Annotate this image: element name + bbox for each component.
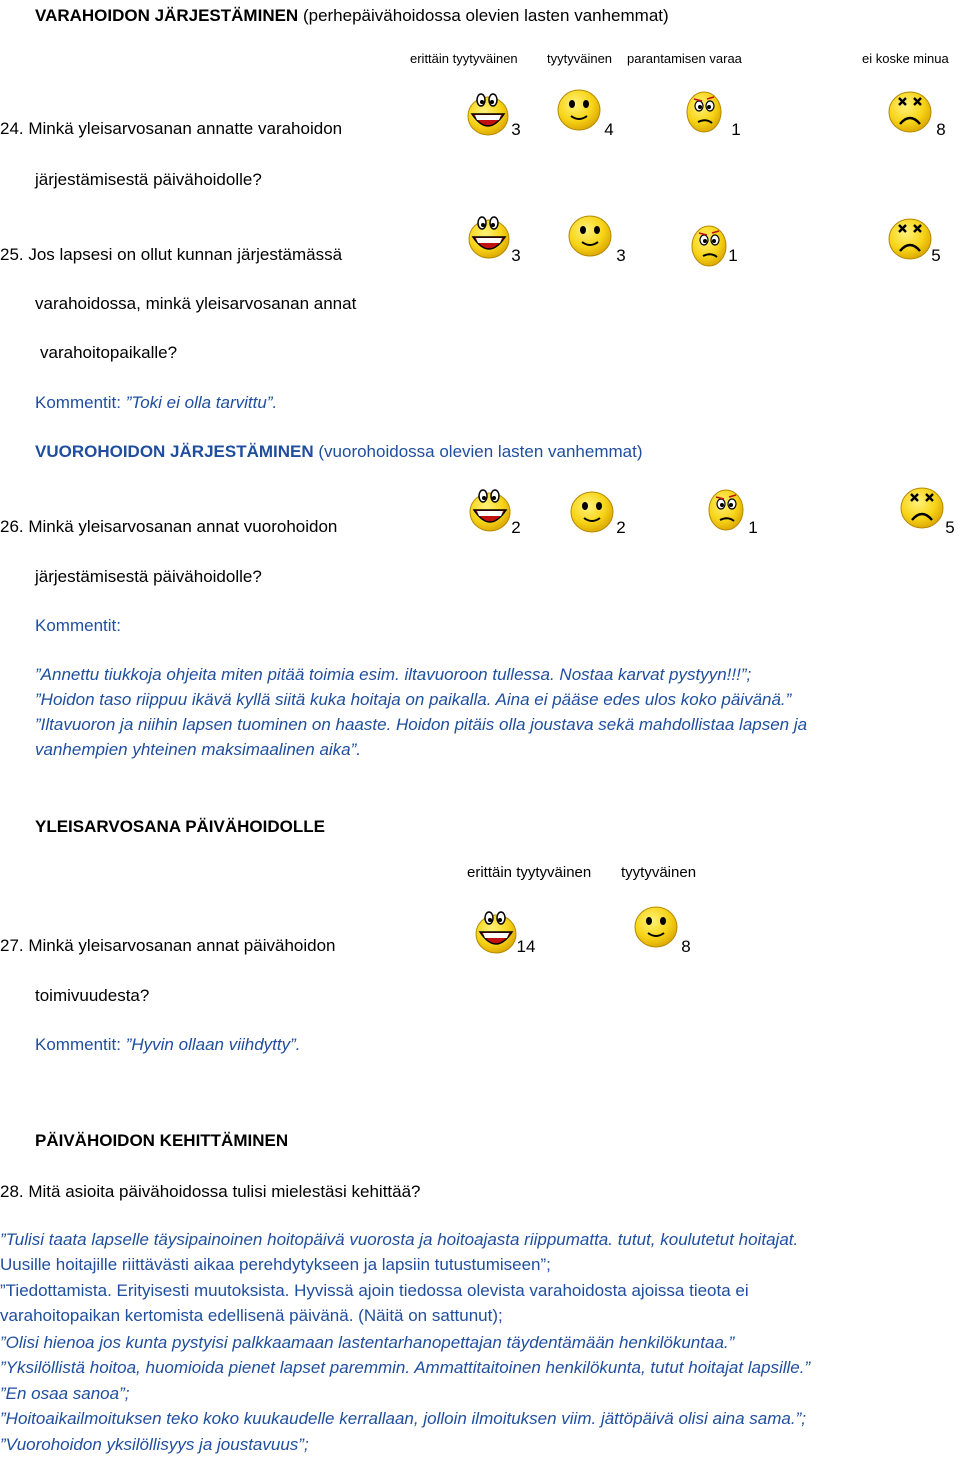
q25-count-very-satisfied: 3	[511, 246, 521, 265]
q25-comment	[35, 393, 277, 413]
q25-question-line2: varahoidossa, minkä yleisarvosanan annat	[35, 294, 357, 313]
q26-count-very-satisfied: 2	[511, 518, 521, 537]
comment-label: Kommentit:	[35, 393, 121, 412]
q27-count-satisfied: 8	[681, 937, 691, 956]
section-title-kehittaminen: PÄIVÄHOIDON KEHITTÄMINEN	[35, 1131, 289, 1150]
q26-comment-1: ”Annettu tiukkoja ohjeita miten pitää toimia esim. iltavuoroon tullessa. Nostaa karvat pystyyn!!!”;	[35, 665, 752, 684]
section-title-bold: VARAHOIDON JÄRJESTÄMINEN	[35, 6, 299, 25]
q28-answer-7: ”En osaa sanoa”;	[0, 1384, 130, 1403]
q24-question-line1: 24. Minkä yleisarvosanan annatte varahoidon	[0, 119, 343, 138]
q25-count-not-applicable: 5	[931, 246, 941, 265]
q25-count-needs-improvement: 1	[728, 246, 738, 265]
q28-answer-3: ”Tiedottamista. Erityisesti muutoksista. Hyvissä ajoin tiedossa olevista varahoidosta ajoissa tieota ei	[0, 1281, 749, 1300]
q24-count-not-applicable: 8	[936, 120, 946, 139]
q26-comment-4: vanhempien yhteinen maksimaalinen aika”.	[35, 740, 362, 759]
q27-count-very-satisfied: 14	[516, 937, 536, 956]
comment-text: ”Hyvin ollaan viihdytty”.	[125, 1035, 301, 1054]
q26-question-line2: järjestämisestä päivähoidolle?	[35, 567, 262, 586]
q24-question-line2: järjestämisestä päivähoidolle?	[35, 170, 262, 189]
q28-answer-4: varahoitopaikan kertomista edellisenä päivänä. (Näitä on sattunut);	[0, 1306, 503, 1325]
header-needs-improvement: parantamisen varaa	[627, 51, 742, 66]
header-very-satisfied: erittäin tyytyväinen	[410, 51, 518, 66]
q27-question-line1: 27. Minkä yleisarvosanan annat päivähoidon	[0, 936, 336, 955]
comment-text: ”Toki ei olla tarvittu”.	[125, 393, 278, 412]
header-very-satisfied: erittäin tyytyväinen	[467, 864, 592, 881]
q26-comment-3: ”Iltavuoron ja niihin lapsen tuominen on haaste. Hoidon pitäis olla joustava sekä mahdollistaa lapsen ja	[35, 715, 808, 734]
q25-question-line3: varahoitopaikalle?	[40, 343, 178, 362]
header-not-applicable: ei koske minua	[862, 51, 949, 66]
q28-answer-9: ”Vuorohoidon yksilöllisyys ja joustavuus”;	[0, 1435, 309, 1454]
q26-count-not-applicable: 5	[945, 518, 955, 537]
section-title-rest: (perhepäivähoidossa olevien lasten vanhemmat)	[302, 6, 669, 25]
section-title-rest: (vuorohoidossa olevien lasten vanhemmat)	[318, 442, 643, 461]
q28-answer-1: ”Tulisi taata lapselle täysipainoinen hoitopäivä vuorosta ja hoitoajasta riippumatta. tutut, koulutetut hoitajat.	[0, 1230, 799, 1249]
q28-answer-5: ”Olisi hienoa jos kunta pystyisi palkkaamaan lastentarhanopettajan täydentämään henkilökuntaa.”	[0, 1333, 735, 1352]
q24-count-needs-improvement: 1	[731, 120, 741, 139]
q26-comment-label: Kommentit:	[35, 616, 121, 635]
q24-count-very-satisfied: 3	[511, 120, 521, 139]
q24-count-satisfied: 4	[604, 120, 614, 139]
q28-answer-6: ”Yksilöllistä hoitoa, huomioida pienet lapset paremmin. Ammattitaitoinen henkilökunta, tutut hoitajat lapsille.”	[0, 1358, 811, 1377]
q26-count-needs-improvement: 1	[748, 518, 758, 537]
header-satisfied: tyytyväinen	[547, 51, 613, 66]
q27-question-line2: toimivuudesta?	[35, 986, 150, 1005]
q28-answer-8: ”Hoitoaikailmoituksen teko koko kuukaudelle kerrallaan, jolloin ilmoituksen viim. jättöpäivä olisi aina sama.”;	[0, 1409, 806, 1428]
q25-count-satisfied: 3	[616, 246, 626, 265]
section-title-yleisarvosana: YLEISARVOSANA PÄIVÄHOIDOLLE	[35, 817, 325, 836]
q28-answer-2: Uusille hoitajille riittävästi aikaa perehdytykseen ja lapsiin tutustumiseen”;	[0, 1255, 551, 1274]
comment-label: Kommentit:	[35, 1035, 121, 1054]
section-title-varahoito	[35, 6, 669, 26]
q28-question: 28. Mitä asioita päivähoidossa tulisi mielestäsi kehittää?	[0, 1182, 421, 1201]
q26-question-line1: 26. Minkä yleisarvosanan annat vuorohoidon	[0, 517, 338, 536]
header-satisfied: tyytyväinen	[621, 864, 697, 881]
q26-count-satisfied: 2	[616, 518, 626, 537]
skeptical-face-icon	[686, 90, 724, 136]
q25-question-line1: 25. Jos lapsesi on ollut kunnan järjestämässä	[0, 245, 343, 264]
q26-comment-2: ”Hoidon taso riippuu ikävä kyllä siitä kuka hoitaja on paikalla. Aina ei pääse edes ulos koko päivänä.”	[35, 690, 792, 709]
section-title-bold: VUOROHOIDON JÄRJESTÄMINEN	[35, 442, 314, 461]
section-title-vuorohoito	[35, 442, 643, 462]
q27-comment	[35, 1035, 301, 1055]
